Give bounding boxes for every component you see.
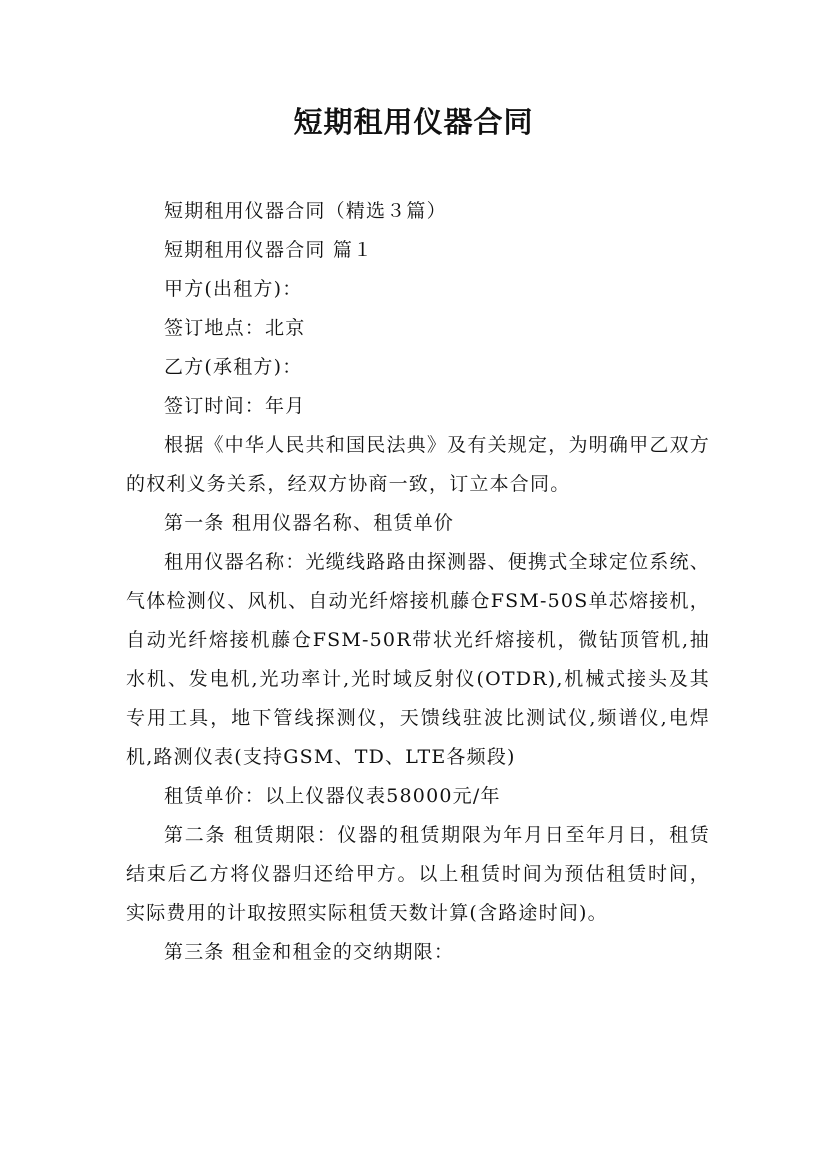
paragraph-party-b: 乙方(承租方)： — [164, 356, 303, 378]
document-body — [126, 192, 710, 972]
paragraph-unit-price: 租赁单价：以上仪器仪表58000元/年 — [164, 785, 501, 807]
paragraph-party-a: 甲方(出租方)： — [164, 278, 303, 300]
paragraph-signing-time: 签订时间：年月 — [164, 395, 306, 417]
paragraph-subtitle: 短期租用仪器合同（精选３篇） — [164, 200, 447, 222]
paragraph-signing-place: 签订地点：北京 — [164, 317, 306, 339]
paragraph-section-heading: 短期租用仪器合同 篇１ — [164, 239, 374, 261]
paragraph-article-1-heading: 第一条 租用仪器名称、租赁单价 — [164, 512, 455, 534]
document-title: 短期租用仪器合同 — [293, 105, 534, 139]
paragraph-article-3-heading: 第三条 租金和租金的交纳期限： — [164, 941, 455, 963]
paragraph-instrument-names: 租用仪器名称：光缆线路路由探测器、便携式全球定位系统、气体检测仪、风机、自动光纤熔接机藤仓FSM-50S单芯熔接机，自动光纤熔接机藤仓FSM-50R带状光纤熔接机，微钻顶管机,抽水机、发电机,光功率计,光时域反射仪(OTDR),机械式接头及其专用工具，地下管线探测仪，天馈线驻波比测试仪,频谱仪,电焊机,路测仪表(支持GSM、TD、LTE各频段) — [126, 551, 710, 768]
paragraph-article-2: 第二条 租赁期限：仪器的租赁期限为年月日至年月日，租赁结束后乙方将仪器归还给甲方。以上租赁时间为预估租赁时间，实际费用的计取按照实际租赁天数计算(含路途时间)。 — [126, 824, 710, 924]
paragraph-preamble: 根据《中华人民共和国民法典》及有关规定，为明确甲乙双方的权利义务关系，经双方协商一致，订立本合同。 — [126, 434, 710, 495]
